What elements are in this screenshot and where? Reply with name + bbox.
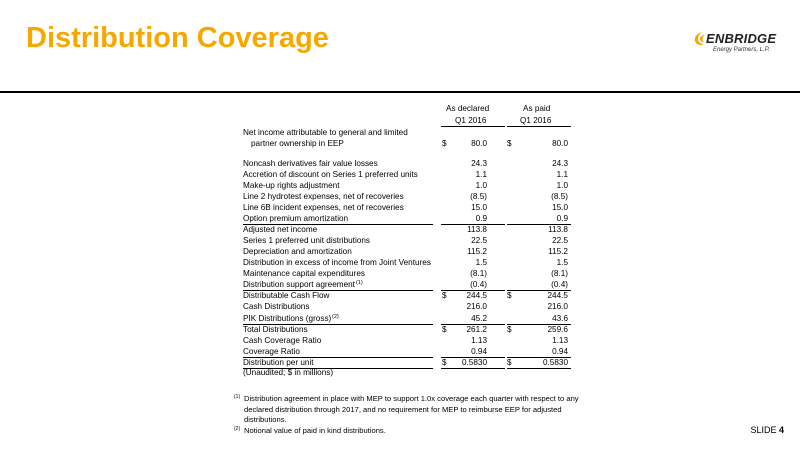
enbridge-logo-icon xyxy=(693,31,707,47)
row-label: Depreciation and amortization xyxy=(243,247,352,256)
enbridge-logo xyxy=(693,31,783,65)
value-paid: 216.0 xyxy=(547,302,568,311)
value-declared: (0.4) xyxy=(470,280,487,289)
value-paid: 115.2 xyxy=(548,247,568,256)
row-label: Distribution in excess of income from Joint Ventures xyxy=(243,258,431,267)
value-paid: 0.94 xyxy=(552,347,568,356)
row-label: Accretion of discount on Series 1 preferred units xyxy=(243,170,418,179)
table-row xyxy=(243,158,571,169)
table-row xyxy=(243,169,571,180)
footnote-1: (1) Distribution agreement in place with MEP to support 1.0x coverage each quarter with respect to any declared distribution through 2017, and no requirement for MEP to reimburse EEP for adjusted distributions. xyxy=(234,394,579,424)
row-label: Option premium amortization xyxy=(243,214,349,223)
dollar-declared: $ xyxy=(442,325,447,334)
table-row xyxy=(243,290,571,301)
value-declared: 15.0 xyxy=(471,203,487,212)
col-header-paid: As paid xyxy=(523,104,551,113)
table-row xyxy=(243,324,571,335)
table-row xyxy=(243,257,571,268)
row-label: Noncash derivatives fair value losses xyxy=(243,159,378,168)
row-label: Line 6B incident expenses, net of recoveries xyxy=(243,203,404,212)
value-declared: 1.13 xyxy=(471,336,487,345)
value-declared: 0.5830 xyxy=(461,358,487,367)
value-declared: 24.3 xyxy=(471,159,487,168)
value-paid: 1.5 xyxy=(556,258,568,267)
dollar-declared: $ xyxy=(442,139,447,148)
dollar-declared: $ xyxy=(442,358,447,367)
row-label: PIK Distributions (gross) xyxy=(243,314,332,323)
value-paid: (8.1) xyxy=(551,269,568,278)
value-paid: (8.5) xyxy=(551,192,568,201)
value-paid: (0.4) xyxy=(551,280,568,289)
value-paid: 0.5830 xyxy=(542,358,568,367)
value-declared: 1.1 xyxy=(475,170,487,179)
value-declared: 1.0 xyxy=(475,181,487,190)
page-title: Distribution Coverage xyxy=(26,22,329,54)
value-declared: (8.1) xyxy=(470,269,487,278)
value-paid: 113.8 xyxy=(548,225,568,234)
row-label: Cash Distributions xyxy=(243,302,310,311)
row-label: Total Distributions xyxy=(243,325,308,334)
value-declared: (8.5) xyxy=(470,192,487,201)
slide-number: SLIDE 4 xyxy=(750,425,784,435)
col-header-declared: As declared xyxy=(446,104,490,113)
value-paid: 24.3 xyxy=(552,159,568,168)
row-label: Distribution support agreement xyxy=(243,280,355,289)
row-label: Coverage Ratio xyxy=(243,347,300,356)
logo-wordmark: ENBRIDGE xyxy=(706,31,777,46)
dollar-paid: $ xyxy=(507,325,512,334)
table-row xyxy=(243,301,571,312)
row-label: Line 2 hydrotest expenses, net of recoveries xyxy=(243,192,404,201)
table-row xyxy=(243,346,571,357)
row-label: Maintenance capital expenditures xyxy=(243,269,365,278)
value-paid: 15.0 xyxy=(552,203,568,212)
value-paid: 244.5 xyxy=(547,291,568,300)
value-declared: 45.2 xyxy=(471,314,487,323)
dollar-declared: $ xyxy=(442,291,447,300)
value-declared: 80.0 xyxy=(471,139,487,148)
row-label: Series 1 preferred unit distributions xyxy=(243,236,370,245)
table-row xyxy=(243,202,571,213)
row-label: Adjusted net income xyxy=(243,225,318,234)
value-paid: 1.1 xyxy=(556,170,568,179)
footnote-ref: (1) xyxy=(356,280,363,286)
row-label: Make-up rights adjustment xyxy=(243,181,340,190)
col-header-declared-period: Q1 2016 xyxy=(455,116,487,125)
logo-subtitle: Energy Partners, L.P. xyxy=(713,47,770,53)
dollar-paid: $ xyxy=(507,291,512,300)
table-row xyxy=(243,313,571,324)
row-label: Net income attributable to general and limited xyxy=(243,128,408,137)
value-declared: 113.8 xyxy=(467,225,487,234)
row-label: partner ownership in EEP xyxy=(251,139,344,148)
value-paid: 43.6 xyxy=(552,314,568,323)
value-declared: 216.0 xyxy=(466,302,487,311)
value-paid: 1.0 xyxy=(556,181,568,190)
table-row xyxy=(243,268,571,279)
table-row xyxy=(243,138,571,149)
table-row xyxy=(243,127,571,138)
value-paid: 22.5 xyxy=(552,236,568,245)
title-divider xyxy=(0,91,800,93)
col-header-paid-period: Q1 2016 xyxy=(520,116,552,125)
value-declared: 244.5 xyxy=(466,291,487,300)
value-paid: 80.0 xyxy=(552,139,568,148)
table-row xyxy=(243,279,571,290)
table-row xyxy=(243,191,571,202)
value-declared: 0.9 xyxy=(475,214,487,223)
table-row xyxy=(243,180,571,191)
row-label: Cash Coverage Ratio xyxy=(243,336,322,345)
table-row xyxy=(243,246,571,257)
row-label: Distribution per unit xyxy=(243,358,314,367)
row-label: Distributable Cash Flow xyxy=(243,291,330,300)
table-row xyxy=(243,235,571,246)
unaudited-note: (Unaudited; $ in millions) xyxy=(243,368,334,377)
value-paid: 259.6 xyxy=(547,325,568,334)
value-declared: 22.5 xyxy=(471,236,487,245)
value-declared: 1.5 xyxy=(475,258,487,267)
value-declared: 261.2 xyxy=(466,325,487,334)
dollar-paid: $ xyxy=(507,139,512,148)
table-row xyxy=(243,224,571,235)
value-declared: 115.2 xyxy=(467,247,487,256)
dollar-paid: $ xyxy=(507,358,512,367)
footnote-2: (2) Notional value of paid in kind distributions. xyxy=(234,426,386,435)
value-paid: 1.13 xyxy=(552,336,568,345)
footnote-ref: (2) xyxy=(332,314,339,320)
table-row xyxy=(243,213,571,224)
value-declared: 0.94 xyxy=(471,347,487,356)
value-paid: 0.9 xyxy=(556,214,568,223)
table-row xyxy=(243,335,571,346)
